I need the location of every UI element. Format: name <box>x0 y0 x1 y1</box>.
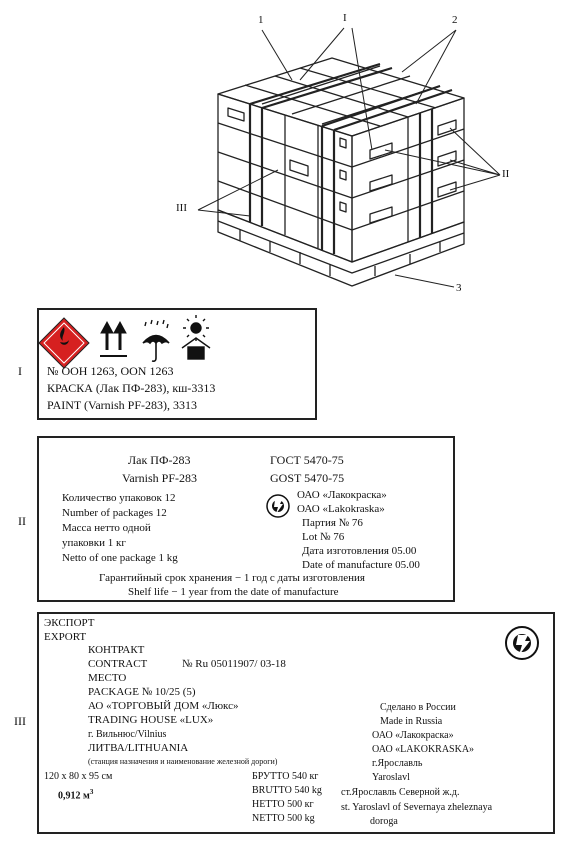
mass-ru-2: упаковки 1 кг <box>62 537 126 549</box>
destination-city: г. Вильнюс/Vilnius <box>88 729 167 740</box>
gross-ru: БРУТТО 540 кг <box>252 771 319 782</box>
made-in-ru: Сделано в России <box>380 702 456 713</box>
exporter-city-ru: г.Ярославль <box>372 758 423 769</box>
departure-station-en-2: doroga <box>370 816 398 827</box>
station-note: (станция назначения и наименование железной дороги) <box>88 757 278 766</box>
panel-I-product-ru: КРАСКА (Лак ПФ-283), кш-3313 <box>47 381 216 395</box>
batch-en: Lot № 76 <box>302 531 345 543</box>
contract-number: № Ru 05011907/ 03-18 <box>182 658 286 670</box>
product-name-en: Varnish PF-283 <box>122 471 198 485</box>
consignee-en: TRADING HOUSE «LUX» <box>88 714 214 726</box>
maker-en: ОАО «Lakokraska» <box>297 503 385 515</box>
export-en: EXPORT <box>44 631 87 643</box>
departure-station-ru: ст.Ярославль Северной ж.д. <box>341 787 460 798</box>
exporter-city-en: Yaroslavl <box>372 772 410 783</box>
dimensions: 120 х 80 х 95 см <box>44 771 113 782</box>
made-in-en: Made in Russia <box>380 716 443 727</box>
qty-en: Number of packages 12 <box>62 507 167 519</box>
exporter-ru: ОАО «Лакокраска» <box>372 730 454 741</box>
gost-ru: ГОСТ 5470-75 <box>270 453 344 467</box>
product-name-ru: Лак ПФ-283 <box>128 453 191 467</box>
net-ru: НЕТТО 500 кг <box>252 799 314 810</box>
contract-ru: КОНТРАКТ <box>88 644 145 656</box>
date-en: Date of manufacture 05.00 <box>302 559 420 571</box>
date-ru: Дата изготовления 05.00 <box>302 545 417 557</box>
batch-ru: Партия № 76 <box>302 517 363 529</box>
callout-I: I <box>343 12 347 24</box>
gross-en: BRUTTO 540 kg <box>252 785 322 796</box>
callout-3: 3 <box>456 282 462 294</box>
shelf-life-ru: Гарантийный срок хранения − 1 год с даты изготовления <box>99 572 365 584</box>
callout-III: III <box>176 202 187 214</box>
consignee-ru: АО «ТОРГОВЫЙ ДОМ «Люкс» <box>88 700 239 712</box>
export-ru: ЭКСПОРТ <box>44 617 95 629</box>
callout-1: 1 <box>258 14 264 26</box>
gost-en: GOST 5470-75 <box>270 471 345 485</box>
volume: 0,912 $м^3$ <box>58 788 94 802</box>
panel-III-roman: III <box>14 714 26 728</box>
callout-II: II <box>502 168 510 180</box>
qty-ru: Количество упаковок 12 <box>62 492 176 504</box>
place-ru: МЕСТО <box>88 672 127 684</box>
package-number: PACKAGE № 10/25 (5) <box>88 686 196 698</box>
mass-en: Netto of one package 1 kg <box>62 552 178 564</box>
panel-I-roman: I <box>18 364 22 378</box>
net-en: NETTO 500 kg <box>252 813 315 824</box>
panel-I-un-number: № ООН 1263, OON 1263 <box>47 364 174 378</box>
panel-II-roman: II <box>18 514 26 528</box>
panel-I-product-en: PAINT (Varnish PF-283), 3313 <box>47 398 198 412</box>
mass-ru-1: Масса нетто одной <box>62 522 151 534</box>
maker-ru: ОАО «Лакокраска» <box>297 489 387 501</box>
destination-country: ЛИТВА/LITHUANIA <box>88 742 189 754</box>
contract-en: CONTRACT <box>88 658 148 670</box>
exporter-en: ОАО «LAKOKRASKA» <box>372 744 475 755</box>
callout-2: 2 <box>452 14 458 26</box>
shelf-life-en: Shelf life − 1 year from the date of manufacture <box>128 586 339 598</box>
departure-station-en: st. Yaroslavl of Severnaya zheleznaya <box>341 802 493 813</box>
